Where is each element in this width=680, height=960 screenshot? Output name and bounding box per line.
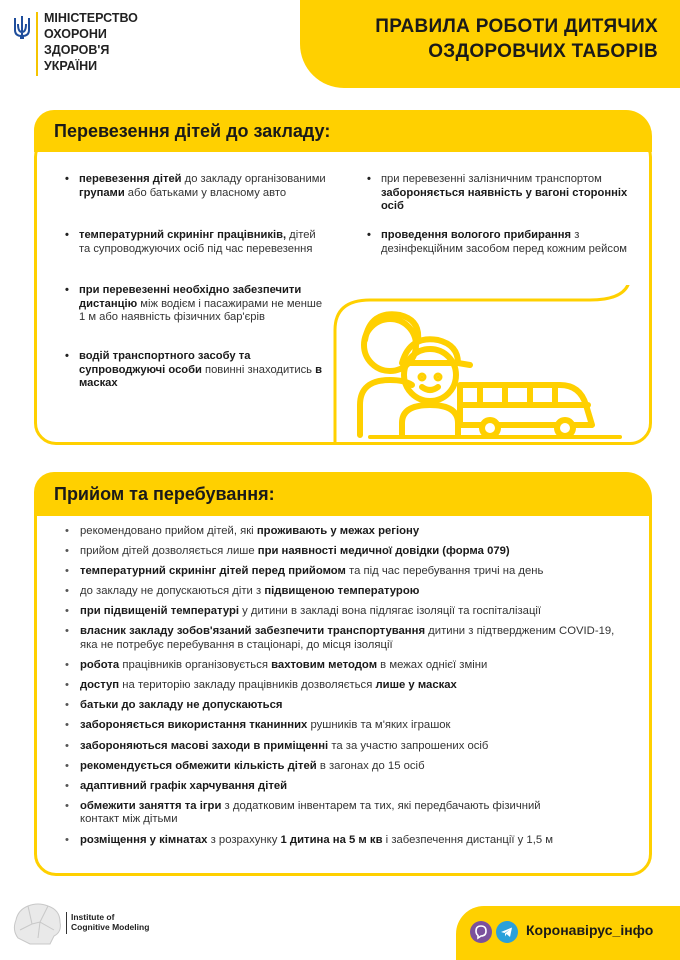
ministry-line: УКРАЇНИ [44, 59, 98, 73]
ministry-line: ЗДОРОВ'Я [44, 43, 110, 57]
ministry-line: ОХОРОНИ [44, 27, 107, 41]
footer-label[interactable]: Коронавірус_інфо [526, 922, 654, 938]
stay-item: • рекомендовано прийом дітей, які проживають у межах регіону [65, 525, 420, 537]
icm-line-1: Institute of [71, 912, 115, 922]
stay-item: • прийом дітей дозволяється лише при наявності медичної довідки (форма 079) [65, 545, 510, 558]
ministry-line: МІНІСТЕРСТВО [44, 11, 138, 25]
transport-item: • перевезення дітей до закладу організованими групами або батьками у власному авто [65, 173, 326, 199]
trident-icon [12, 14, 32, 40]
stay-item: • робота працівників організовується вахтовим методом в межах однієї зміни [65, 659, 488, 672]
stay-item: • при підвищеній температурі у дитини в закладі вона підлягає ізоляції та госпіталізації [65, 605, 542, 618]
icm-line-2: Cognitive Modeling [71, 922, 150, 932]
stay-item: • адаптивний графік харчування дітей [65, 779, 288, 792]
transport-item: • проведення вологого прибирання з дезінфекційним засобом перед кожним рейсом [367, 229, 627, 255]
viber-icon[interactable] [470, 921, 492, 943]
transport-heading: Перевезення дітей до закладу: [34, 110, 652, 152]
page-title [318, 14, 658, 64]
stay-item: • батьки до закладу не допускаються [65, 699, 283, 712]
stay-item: • до закладу не допускаються діти з підвищеною температурою [65, 585, 420, 598]
brain-logo-icon [10, 900, 65, 946]
stay-heading: Прийом та перебування: [34, 472, 652, 516]
transport-item: • водій транспортного засобу та супроводжуючі особи повинні знаходитись в масках [65, 350, 322, 389]
stay-item: • забороняються масові заходи в приміщенні та за участю запрошених осіб [65, 739, 489, 752]
stay-item: • рекомендується обмежити кількість дітей в загонах до 15 осіб [65, 759, 425, 772]
icm-name [71, 912, 149, 932]
stay-list [65, 525, 650, 847]
ministry-logo [10, 10, 138, 80]
title-line-2: ОЗДОРОВЧИХ ТАБОРІВ [428, 41, 658, 62]
stay-item: • розміщення у кімнатах з розрахунку 1 дитина на 5 м кв і забезпечення дистанції у 1,5 м [65, 833, 554, 846]
transport-item: • при перевезенні залізничним транспортом забороняється наявність у вагоні сторонніх осіб [367, 173, 628, 212]
stay-item: • обмежити заняття та ігри з додатковим інвентарем та тих, які передбачають фізичний контакт між дітьми [65, 799, 541, 826]
icm-divider [66, 912, 67, 934]
ministry-name [44, 10, 138, 74]
stay-item: • температурний скринінг дітей перед прийомом та під час перебування тричі на день [65, 565, 544, 578]
transport-item: • температурний скринінг працівників, дітей та супроводжуючих осіб під час перевезення [65, 229, 316, 255]
telegram-icon[interactable] [496, 921, 518, 943]
transport-item: • при перевезенні необхідно забезпечити дистанцію між водієм і пасажирами не менше 1 м або наявність фізичних бар'єрів [65, 284, 323, 323]
ministry-divider [36, 12, 38, 76]
stay-item: • доступ на територію закладу працівників дозволяється лише у масках [65, 679, 457, 692]
stay-item: • забороняється використання тканинних рушників та м'яких іграшок [65, 719, 451, 732]
child-back-icon [360, 314, 418, 435]
header-banner [300, 0, 680, 88]
title-line-1: ПРАВИЛА РОБОТИ ДИТЯЧИХ [375, 16, 658, 37]
children-bus-illustration [330, 285, 650, 445]
stay-item: • власник закладу зобов'язаний забезпечити транспортування дитини з підтвердженим COVID-19, яка не потребує перебування в стаціонарі, до місця ізоляції [65, 625, 615, 652]
bus-icon [460, 385, 592, 436]
